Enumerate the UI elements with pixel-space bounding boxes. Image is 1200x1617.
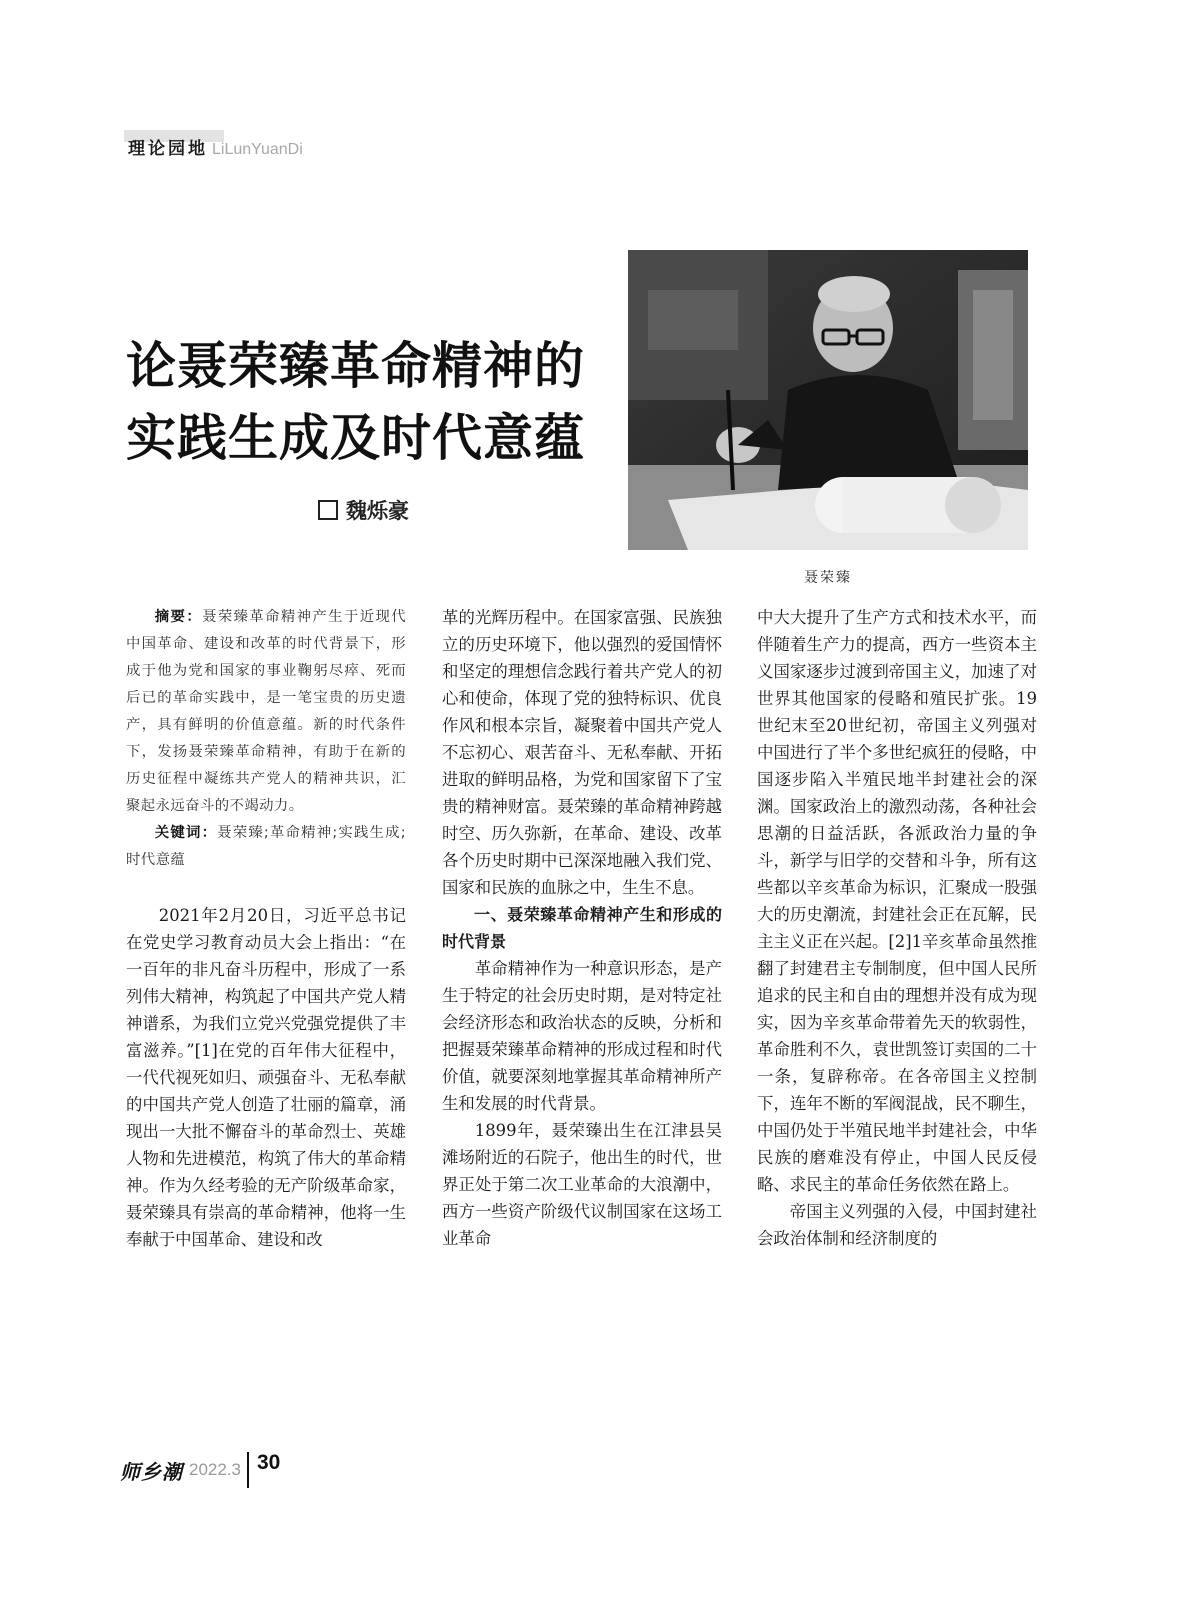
- square-bullet-icon: [318, 500, 338, 520]
- body-paragraph: 1899年，聂荣臻出生在江津县吴滩场附近的石院子，他出生的时代，世界正处于第二次工业革命的大浪潮中，西方一些资产阶级代议制国家在这场工业革命: [442, 1121, 722, 1248]
- author-byline: [318, 495, 409, 525]
- section-name-cn: 理论园地: [128, 134, 208, 159]
- portrait-photo-image: [628, 250, 1028, 550]
- section-heading: 一、聂荣臻革命精神产生和形成的时代背景: [442, 905, 722, 951]
- body-paragraph: 帝国主义列强的入侵，中国封建社会政治体制和经济制度的: [757, 1202, 1037, 1248]
- abstract-label: 摘要：: [154, 609, 203, 625]
- author-name: 魏烁豪: [346, 499, 409, 523]
- abstract: [126, 604, 406, 820]
- keywords: [126, 820, 406, 874]
- keywords-label: 关键词：: [154, 825, 218, 841]
- page-number: 30: [247, 1452, 286, 1488]
- portrait-photo: [628, 250, 1028, 550]
- body-paragraph: 革的光辉历程中。在国家富强、民族独立的历史环境下，他以强烈的爱国情怀和坚定的理想信念践行着共产党人的初心和使命，体现了党的独特标识、优良作风和根本宗旨，凝聚着中国共产党人不忘初心、艰苦奋斗、无私奉献、开拓进取的鲜明品格，为党和国家留下了宝贵的精神财富。聂荣臻的革命精神跨越时空、历久弥新，在革命、建设、改革各个历史时期中已深深地融入我们党、国家和民族的血脉之中，生生不息。: [442, 608, 722, 897]
- issue-number: 2022.3: [189, 1460, 241, 1479]
- text-column-2: [442, 604, 722, 1252]
- section-name-en: LiLunYuanDi: [212, 141, 303, 158]
- photo-caption: 聂荣臻: [804, 570, 852, 586]
- magazine-name: 师乡潮: [120, 1459, 183, 1484]
- text-column-3: [757, 604, 1037, 1252]
- title-line-2: 实践生成及时代意蕴: [126, 409, 585, 467]
- section-header: [128, 134, 303, 159]
- body-paragraph: 2021年2月20日，习近平总书记在党史学习教育动员大会上指出：“在一百年的非凡奋斗历程中，形成了一系列伟大精神，构筑起了中国共产党人精神谱系，为我们立党兴党强党提供了丰富滋养。”[1]在党的百年伟大征程中，一代代视死如归、顽强奋斗、无私奉献的中国共产党人创造了壮丽的篇章，涌现出一大批不懈奋斗的革命烈士、英雄人物和先进模范，构筑了伟大的革命精神。作为久经考验的无产阶级革命家，聂荣臻具有崇高的革命精神，他将一生奉献于中国革命、建设和改: [126, 906, 406, 1249]
- body-paragraph: 中大大提升了生产方式和技术水平，而伴随着生产力的提高，西方一些资本主义国家逐步过渡到帝国主义，加速了对世界其他国家的侵略和殖民扩张。19世纪末至20世纪初，帝国主义列强对中国进行了半个多世纪疯狂的侵略，中国逐步陷入半殖民地半封建社会的深渊。国家政治上的激烈动荡，各种社会思潮的日益活跃，各派政治力量的争斗，新学与旧学的交替和斗争，所有这些都以辛亥革命为标识，汇聚成一股强大的历史潮流，封建社会正在瓦解，民主主义正在兴起。[2]1辛亥革命虽然推翻了封建君主专制制度，但中国人民所追求的民主和自由的理想并没有成为现实，因为辛亥革命带着先天的软弱性，革命胜利不久，袁世凯签订卖国的二十一条，复辟称帝。在各帝国主义控制下，连年不断的军阀混战，民不聊生，中国仍处于半殖民地半封建社会，中华民族的磨难没有停止，中国人民反侵略、求民主的革命任务依然在路上。: [757, 608, 1037, 1194]
- article-title: [126, 330, 606, 474]
- page-footer: [120, 1452, 286, 1488]
- abstract-text: 聂荣臻革命精神产生于近现代中国革命、建设和改革的时代背景下，形成于他为党和国家的事业鞠躬尽瘁、死而后已的革命实践中，是一笔宝贵的历史遗产，具有鲜明的价值意蕴。新的时代条件下，发扬聂荣臻革命精神，有助于在新的历史征程中凝练共产党人的精神共识，汇聚起永远奋斗的不竭动力。: [126, 609, 407, 814]
- body-paragraph: 革命精神作为一种意识形态，是产生于特定的社会历史时期，是对特定社会经济形态和政治状态的反映，分析和把握聂荣臻革命精神的形成过程和时代价值，就要深刻地掌握其革命精神所产生和发展的时代背景。: [442, 959, 722, 1113]
- keywords-text: 聂荣臻;革命精神;实践生成;时代意蕴: [126, 825, 406, 868]
- spacer: [126, 874, 406, 902]
- title-line-1: 论聂荣臻革命精神的: [126, 337, 585, 395]
- text-column-1: [126, 604, 406, 1253]
